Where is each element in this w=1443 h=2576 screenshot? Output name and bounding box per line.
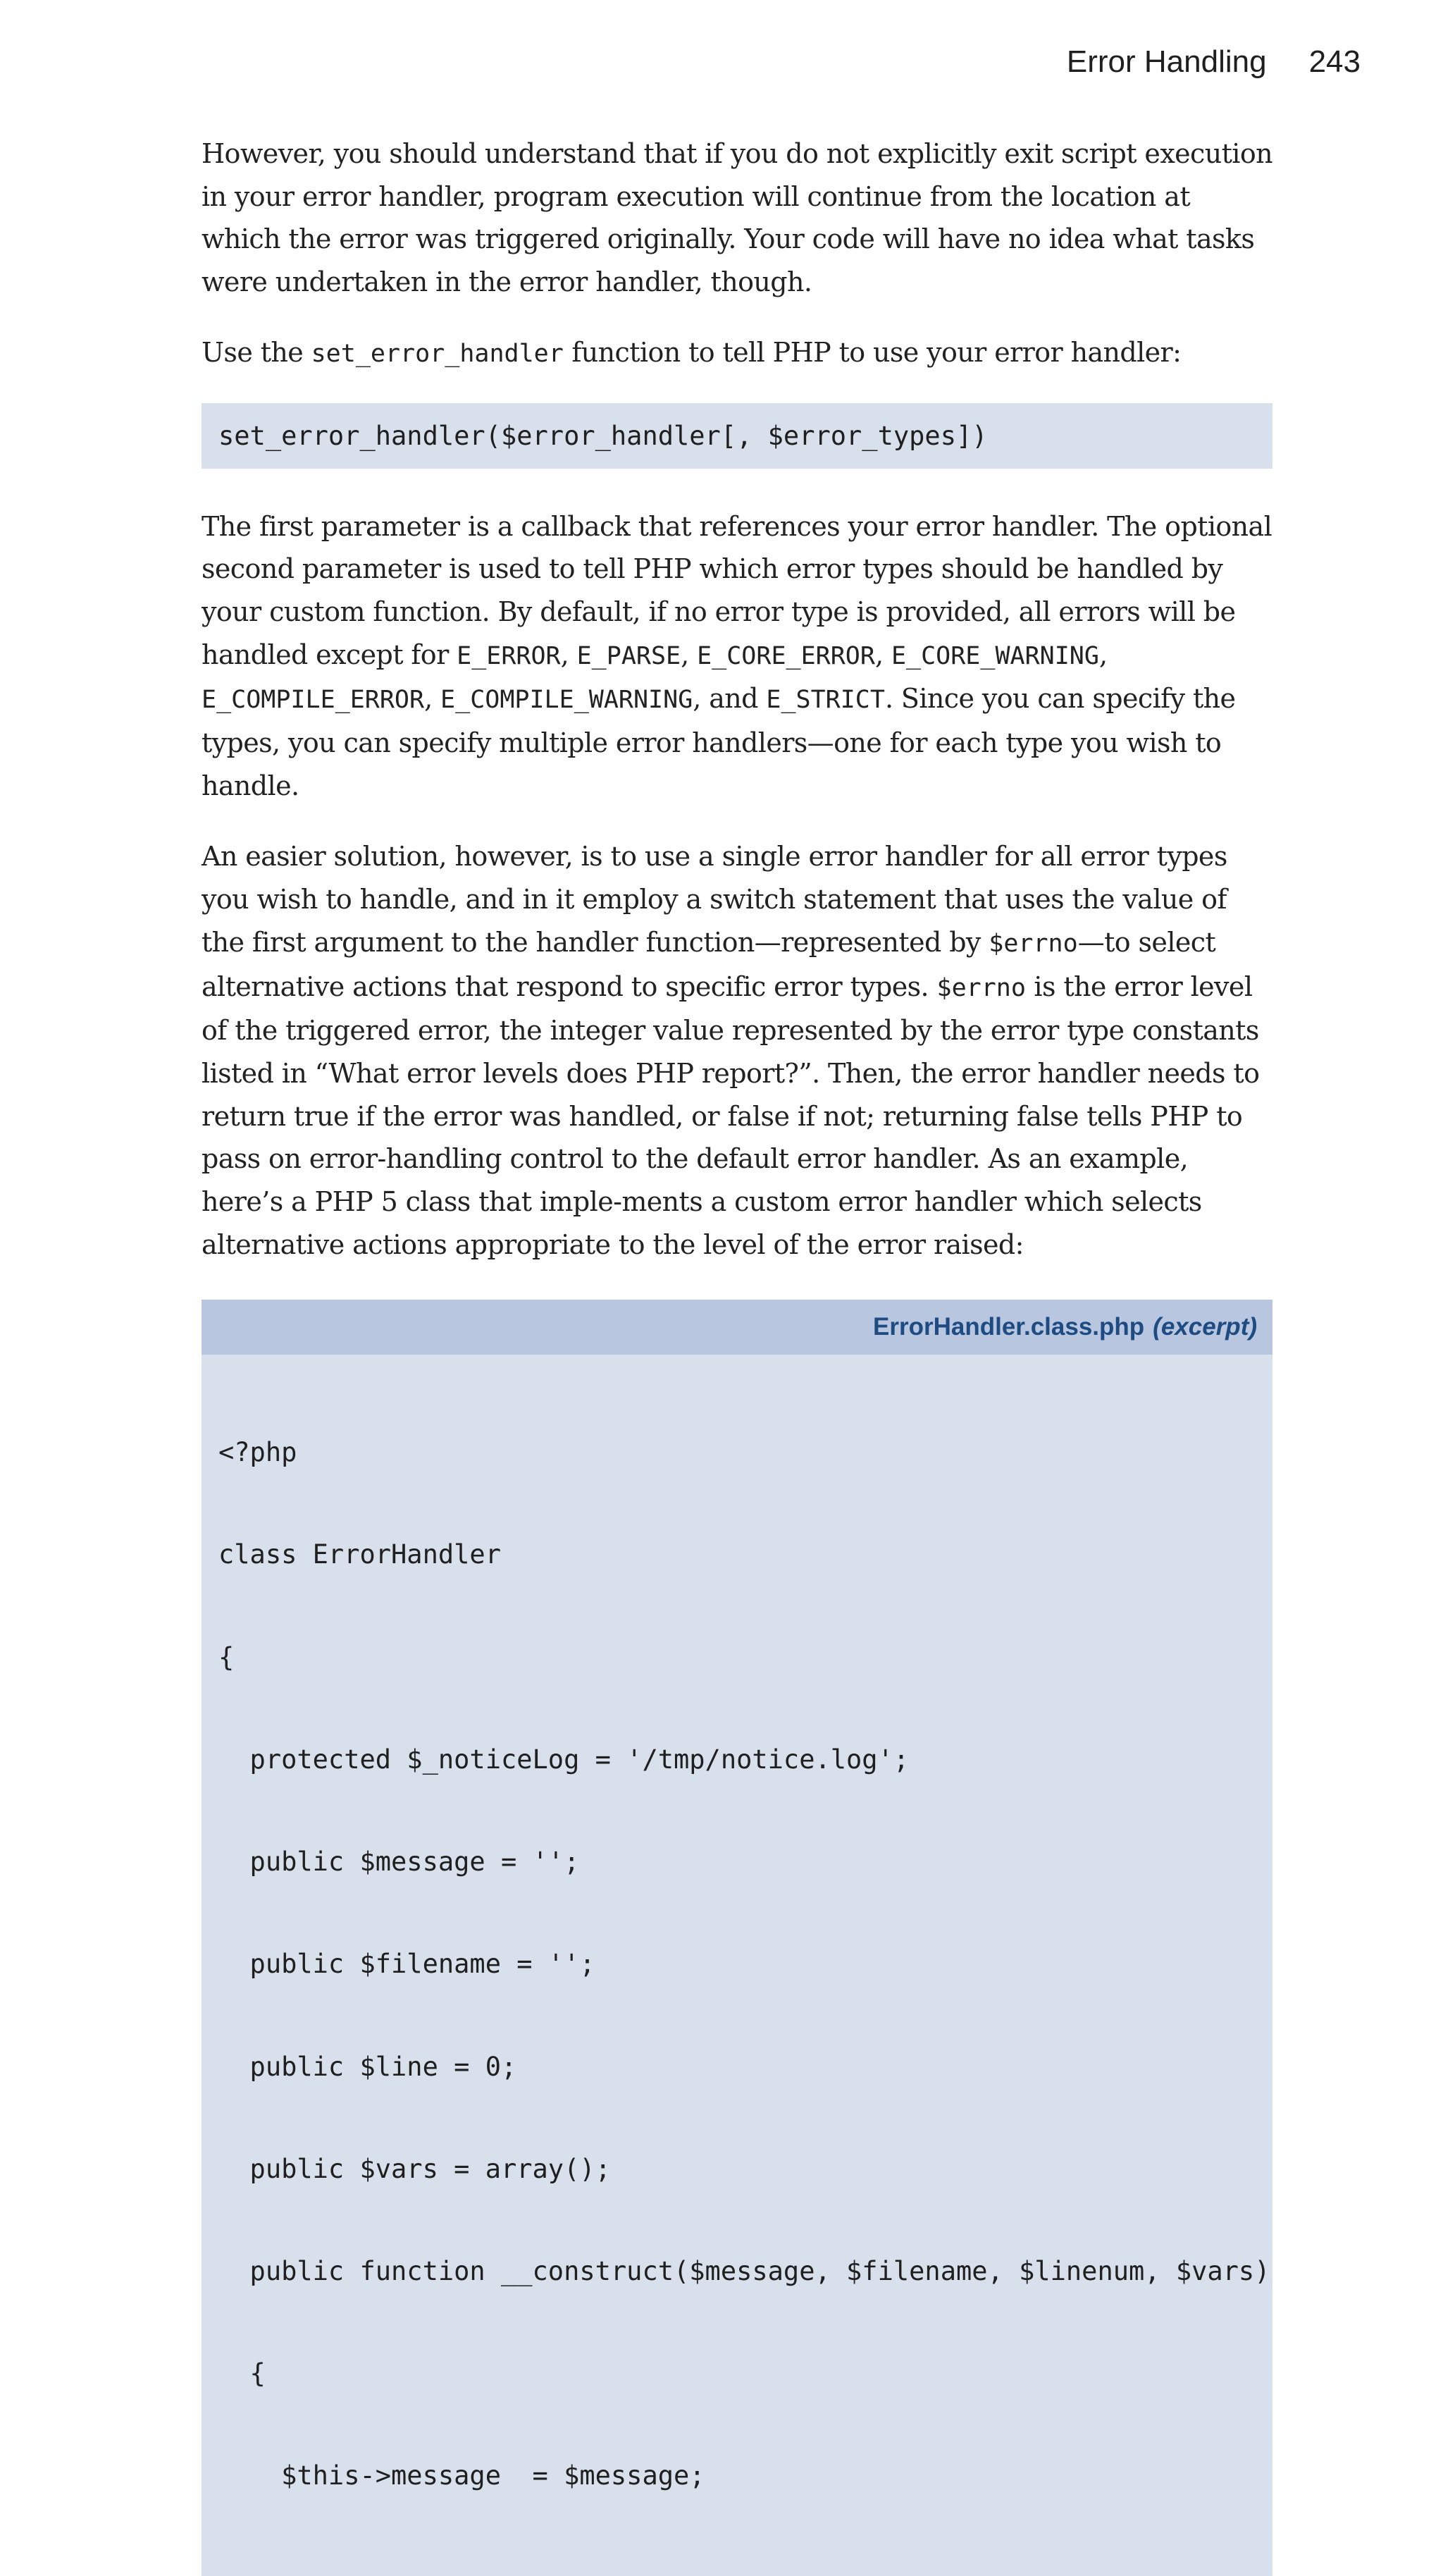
- running-header: [1067, 41, 1361, 83]
- text-run: ,: [424, 683, 441, 715]
- syntax-code-block: [202, 403, 1272, 469]
- section-title: Error Handling: [1066, 44, 1267, 79]
- inline-code: E_COMPILE_ERROR: [202, 686, 425, 715]
- text-run: ,: [681, 639, 698, 670]
- code-listing: [202, 1300, 1272, 2575]
- page-number: 243: [1308, 44, 1361, 79]
- text-run: . Since you can specify the types, you can specify multiple error handlers—one for each type you wish to handle.: [202, 683, 1236, 801]
- code-line: {: [218, 2358, 266, 2389]
- inline-code: E_ERROR: [457, 641, 561, 670]
- code-line: public $filename = '';: [218, 1949, 595, 1980]
- code-line: protected $_noticeLog = '/tmp/notice.log';: [218, 1744, 910, 1775]
- text-run: ,: [560, 639, 577, 670]
- inline-code: set_error_handler: [311, 339, 564, 368]
- inline-code: E_PARSE: [576, 641, 681, 670]
- inline-code: E_STRICT: [766, 686, 885, 715]
- text-run: , and: [693, 683, 767, 715]
- inline-code: $errno: [936, 973, 1026, 1002]
- code-line: public $message = '';: [218, 1847, 580, 1878]
- text-run: Use the: [202, 336, 311, 368]
- inline-code: E_CORE_WARNING: [891, 641, 1099, 670]
- text-run: is the error level of the triggered error, the integer value represented by the error type constants listed in “What error levels does PHP report?”. Then, the error handler needs to return true if the error was handled, or false if not; returning false tells PHP to pass on error-handling control to the default error handler. As an example, here’s a PHP 5 class that imple-ments a custom error handler which selects alternative actions appropriate to the level of the error raised:: [202, 970, 1260, 1260]
- paragraph-single-handler: [202, 835, 1272, 1266]
- paragraph-use-handler: [202, 331, 1272, 376]
- listing-caption: [202, 1300, 1272, 1355]
- text-run: function to tell PHP to use your error handler:: [563, 336, 1182, 368]
- code-line: {: [218, 1641, 235, 1672]
- inline-code: E_COMPILE_WARNING: [440, 686, 693, 715]
- inline-code: E_CORE_ERROR: [697, 641, 875, 670]
- code-line: <?php: [218, 1437, 297, 1468]
- code-line: $this->message = $message;: [218, 2460, 705, 2491]
- listing-filename: ErrorHandler.class.php: [873, 1313, 1145, 1341]
- page-content: [202, 133, 1272, 2576]
- syntax-line: set_error_handler($error_handler[, $error_types]): [218, 420, 988, 451]
- text-run: —to select alternative actions that respond to specific error types.: [202, 926, 1216, 1002]
- code-line: public $vars = array();: [218, 2153, 611, 2184]
- text-run: ,: [1098, 639, 1108, 670]
- listing-note: (excerpt): [1153, 1313, 1257, 1341]
- code-line: public $line = 0;: [218, 2051, 517, 2082]
- paragraph-exit-execution: However, you should understand that if you do not explicitly exit script execution in your error handler, program execution will continue from the location at which the error was triggered originally. Your code will have no idea what tasks were undertaken in the error handler, though.: [202, 138, 1272, 298]
- text-run: The first parameter is a callback that references your error handler. The optional second parameter is used to tell PHP which error types should be handled by your custom function. By default, if no error type is provided, all errors will be handled except for: [202, 510, 1272, 670]
- listing-code: [202, 1355, 1272, 2575]
- code-line: public function __construct($message, $filename, $linenum, $vars): [218, 2255, 1270, 2286]
- paragraph-parameters: [202, 505, 1272, 808]
- text-run: ,: [874, 639, 891, 670]
- code-line: class ErrorHandler: [218, 1539, 501, 1570]
- text-run: An easier solution, however, is to use a single error handler for all error types you wish to handle, and in it employ a switch statement that uses the value of the first argument to the handler function—represented by: [202, 841, 1227, 958]
- inline-code: $errno: [989, 929, 1078, 958]
